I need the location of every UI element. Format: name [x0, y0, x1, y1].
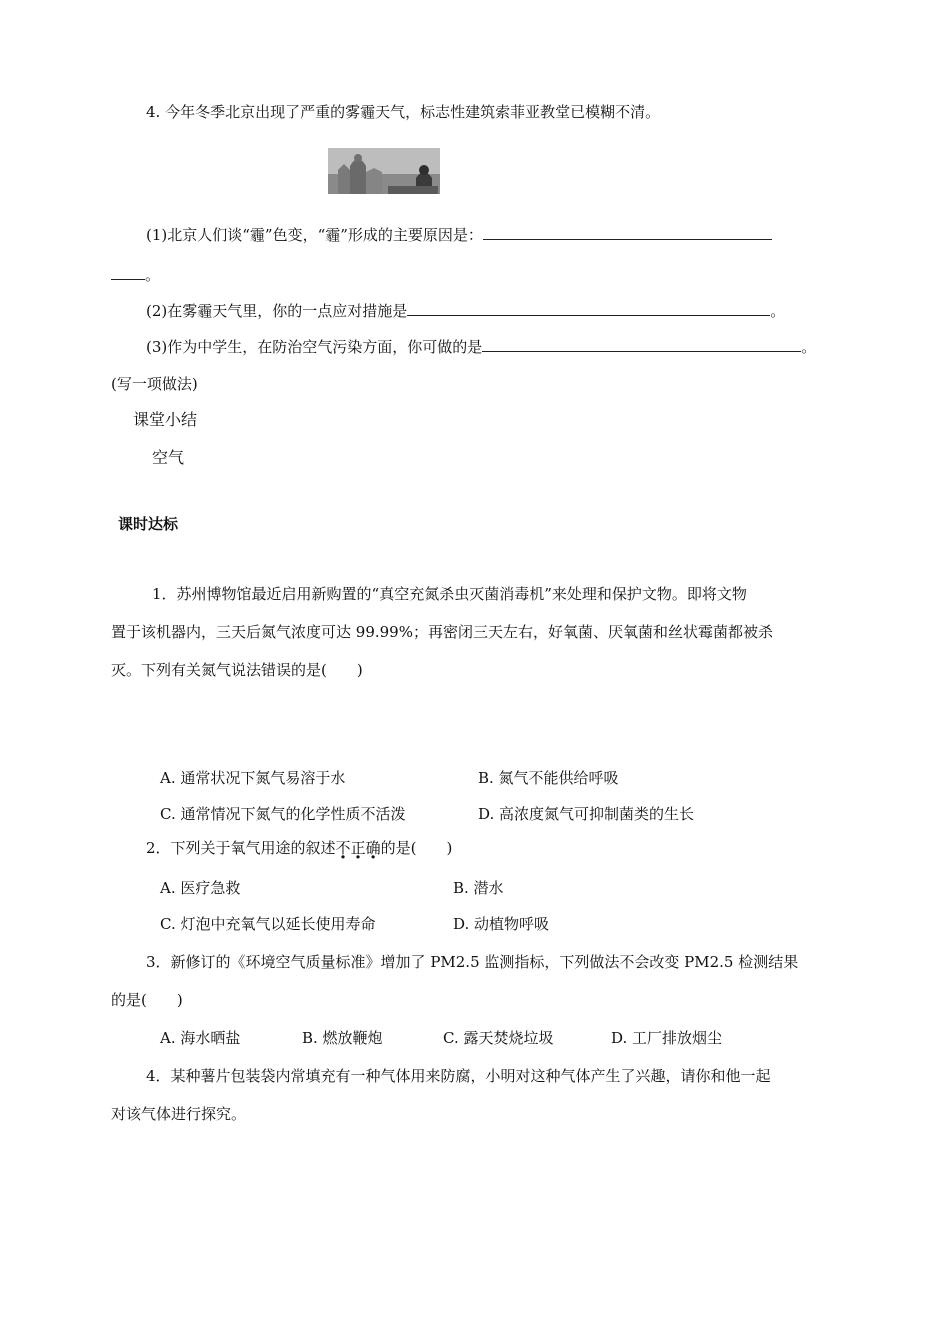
task-3-line-1: 3．新修订的《环境空气质量标准》增加了 PM2.5 监测指标，下列做法不会改变 PM2.5 检测结果 — [146, 953, 799, 971]
question-4-part-2 — [146, 300, 785, 321]
task-1-option-c[interactable]: C. 通常情况下氮气的化学性质不活泼 — [160, 805, 406, 823]
task-2-stem-pre: 2．下列关于氧气用途的叙述 — [146, 839, 336, 857]
task-3-line-2: 的是( ) — [111, 991, 183, 1009]
question-4-stem: 4. 今年冬季北京出现了严重的雾霾天气，标志性建筑索菲亚教堂已模糊不清。 — [146, 103, 661, 121]
question-4-part-1-cont — [111, 264, 160, 285]
section-title: 课时达标 — [118, 515, 179, 533]
task-1-option-a[interactable]: A. 通常状况下氮气易溶于水 — [160, 769, 346, 787]
church-silhouette-icon — [328, 148, 440, 194]
task-1-option-d[interactable]: D. 高浓度氮气可抑制菌类的生长 — [478, 805, 695, 823]
task-3-option-a[interactable]: A. 海水晒盐 — [160, 1029, 241, 1047]
task-1-line-1: 1．苏州博物馆最近启用新购置的“真空充氮杀虫灭菌消毒机”来处理和保护文物。即将文物 — [152, 585, 747, 603]
part-3-text: (3)作为中学生，在防治空气污染方面，你可做的是 — [146, 338, 483, 356]
task-2-option-a[interactable]: A. 医疗急救 — [160, 879, 241, 897]
part-1-end: 。 — [145, 266, 161, 284]
question-4-part-1 — [146, 224, 772, 245]
summary-topic: 空气 — [152, 448, 185, 467]
task-2-option-d[interactable]: D. 动植物呼吸 — [453, 915, 550, 933]
emphasis-char-3: 确 — [365, 839, 381, 857]
part-1-answer-blank-cont[interactable] — [111, 264, 145, 280]
task-2-stem — [146, 838, 452, 858]
part-3-end: 。 — [801, 338, 817, 356]
task-2-stem-post: 的是( ) — [380, 839, 453, 857]
task-1-line-2: 置于该机器内，三天后氮气浓度可达 99.99%；再密闭三天左右，好氧菌、厌氧菌和丝状霉菌都被杀 — [111, 623, 773, 641]
part-2-answer-blank[interactable] — [407, 300, 770, 316]
part-2-text: (2)在雾霾天气里，你的一点应对措施是 — [146, 302, 408, 320]
task-3-option-c[interactable]: C. 露天焚烧垃圾 — [443, 1029, 554, 1047]
question-4-part-3 — [146, 336, 816, 357]
part-1-text: (1)北京人们谈“霾”色变，“霾”形成的主要原因是： — [146, 226, 483, 244]
task-1-line-3: 灭。下列有关氮气说法错误的是( ) — [111, 661, 363, 679]
task-2-option-c[interactable]: C. 灯泡中充氧气以延长使用寿命 — [160, 915, 376, 933]
emphasis-char-2: 正 — [350, 839, 366, 857]
summary-title: 课堂小结 — [133, 410, 198, 429]
emphasis-char-1: 不 — [335, 839, 351, 857]
part-2-end: 。 — [770, 302, 786, 320]
task-1-option-b[interactable]: B. 氮气不能供给呼吸 — [478, 769, 619, 787]
task-3-option-b[interactable]: B. 燃放鞭炮 — [302, 1029, 383, 1047]
fog-church-photo — [328, 148, 440, 194]
part-3-answer-blank[interactable] — [482, 336, 801, 352]
task-3-option-d[interactable]: D. 工厂排放烟尘 — [611, 1029, 723, 1047]
part-3-note: (写一项做法) — [111, 375, 198, 393]
task-2-option-b[interactable]: B. 潜水 — [453, 879, 504, 897]
task-4-line-2: 对该气体进行探究。 — [111, 1105, 247, 1123]
task-4-line-1: 4．某种薯片包装袋内常填充有一种气体用来防腐，小明对这种气体产生了兴趣，请你和他一起 — [146, 1067, 771, 1085]
part-1-answer-blank[interactable] — [483, 224, 772, 240]
